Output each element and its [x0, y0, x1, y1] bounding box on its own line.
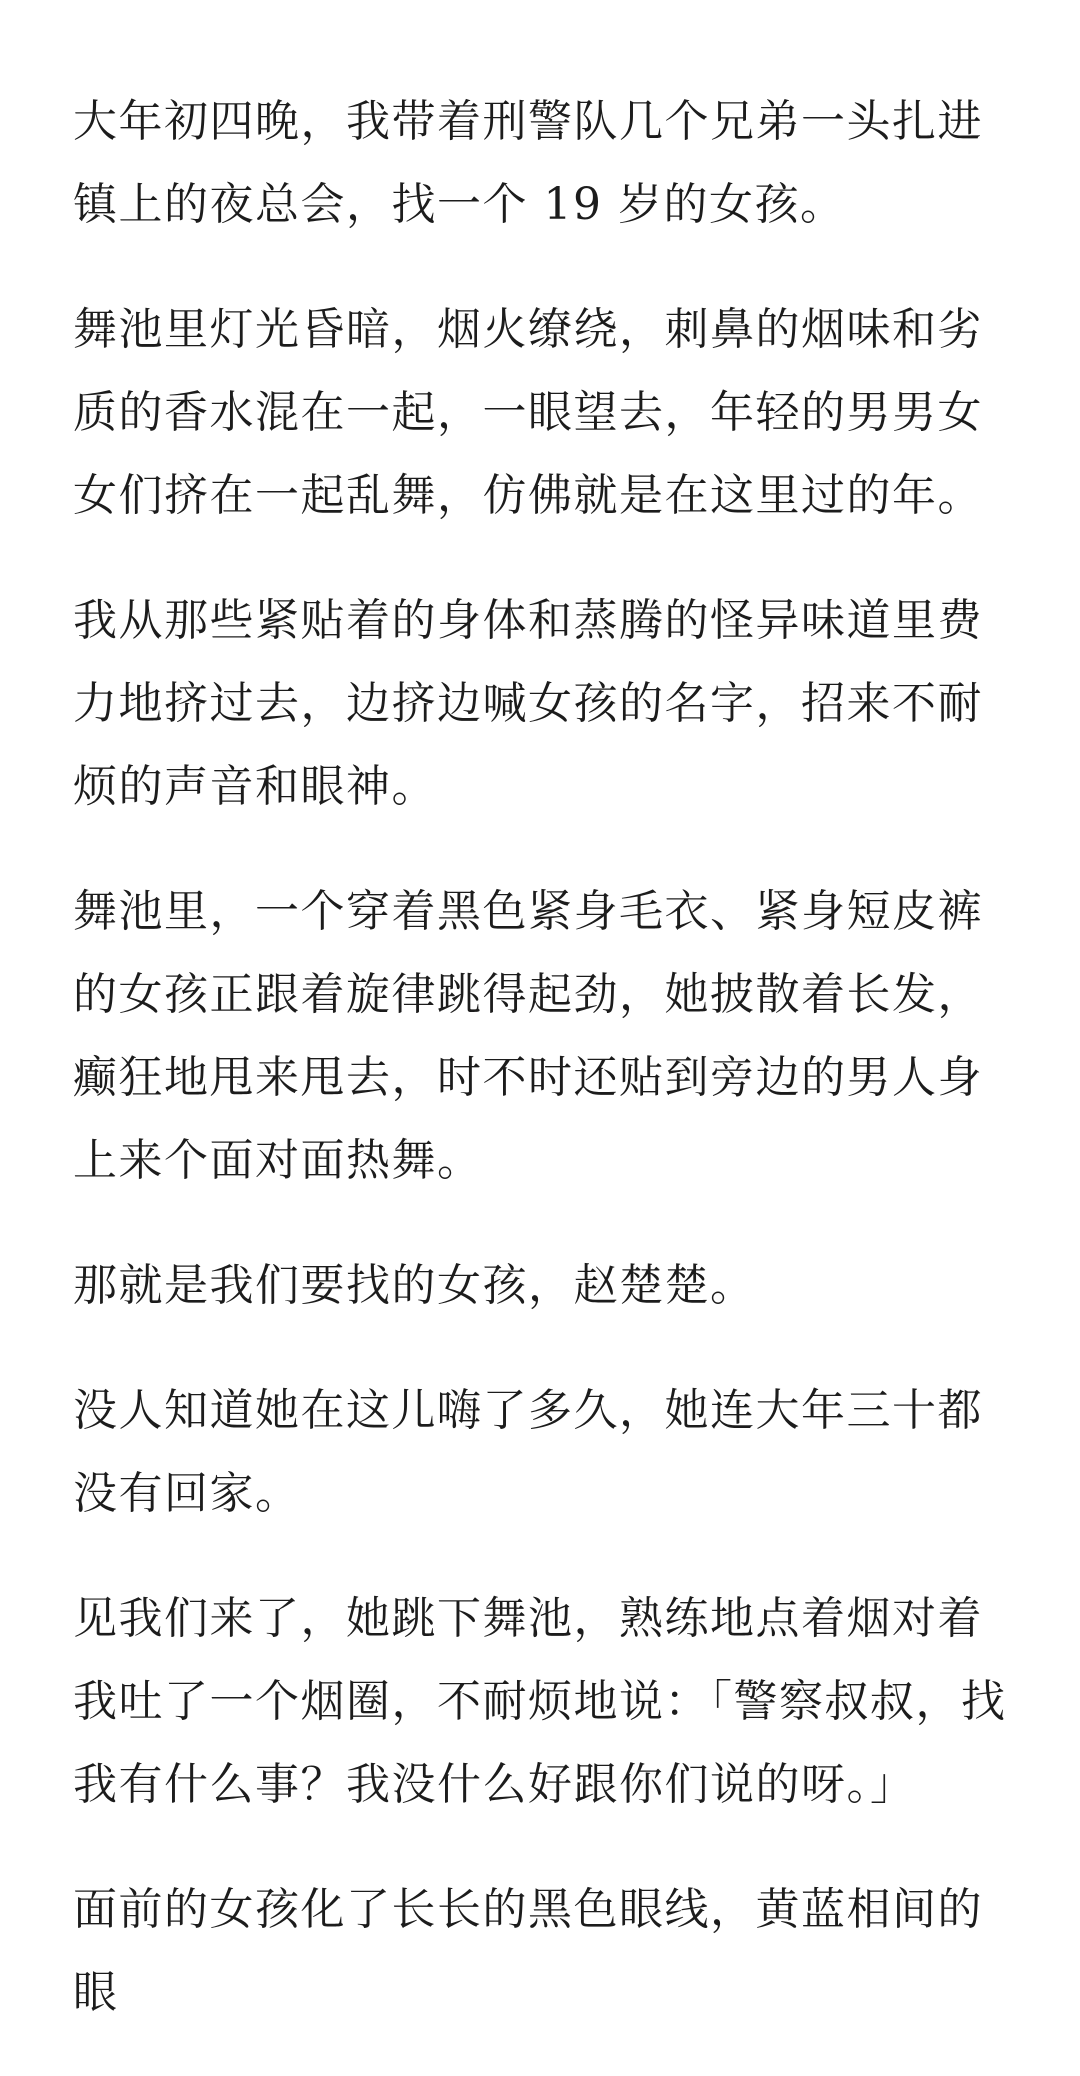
paragraph-4: 舞池里，一个穿着黑色紧身毛衣、紧身短皮裤的女孩正跟着旋律跳得起劲，她披散着长发，癫狂地甩来甩去，时不时还贴到旁边的男人身上来个面对面热舞。 — [73, 886, 983, 1186]
paragraph-2: 舞池里灯光昏暗，烟火缭绕，刺鼻的烟味和劣质的香水混在一起，一眼望去，年轻的男男女女们挤在一起乱舞，仿佛就是在这里过的年。 — [73, 304, 983, 521]
paragraph-8: 面前的女孩化了长长的黑色眼线，黄蓝相间的眼 — [73, 1884, 983, 2018]
paragraph-1: 大年初四晚，我带着刑警队几个兄弟一头扎进镇上的夜总会，找一个 19 岁的女孩。 — [73, 96, 983, 230]
paragraph-3: 我从那些紧贴着的身体和蒸腾的怪异味道里费力地挤过去，边挤边喊女孩的名字，招来不耐烦的声音和眼神。 — [73, 595, 983, 812]
paragraph-5: 那就是我们要找的女孩，赵楚楚。 — [73, 1260, 756, 1311]
article-body — [73, 80, 1013, 2076]
paragraph-7: 见我们来了，她跳下舞池，熟练地点着烟对着我吐了一个烟圈，不耐烦地说：「警察叔叔，找我有什么事？我没什么好跟你们说的呀。」 — [73, 1593, 1007, 1810]
paragraph-6: 没人知道她在这儿嗨了多久，她连大年三十都没有回家。 — [73, 1385, 983, 1519]
